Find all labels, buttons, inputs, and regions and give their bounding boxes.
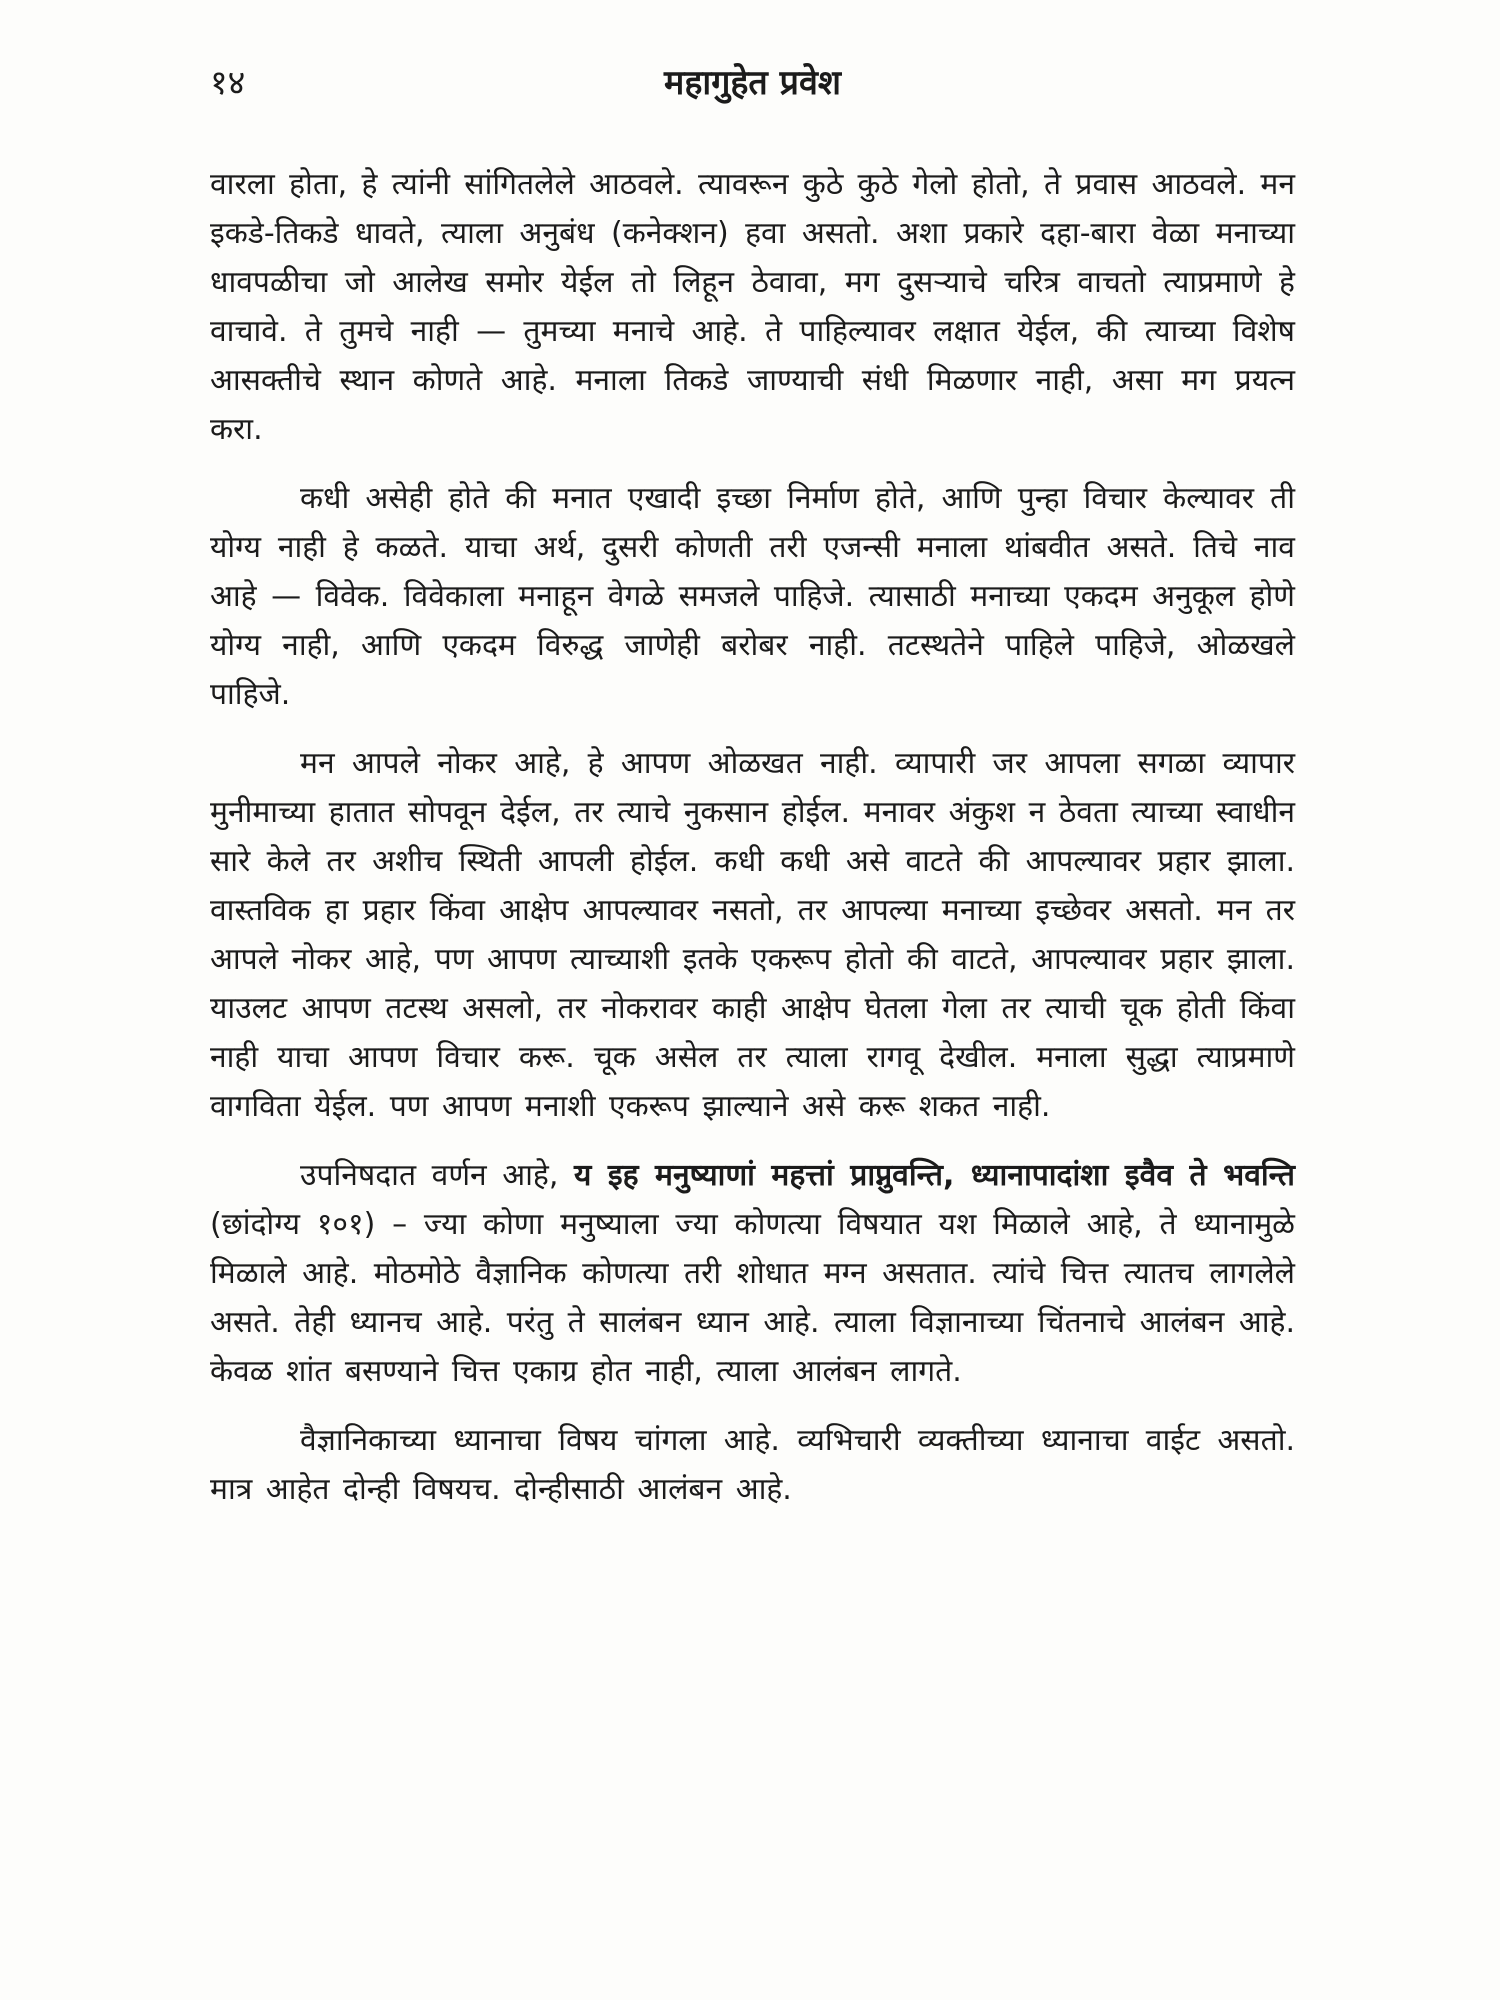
- paragraph-3: मन आपले नोकर आहे, हे आपण ओळखत नाही. व्यापारी जर आपला सगळा व्यापार मुनीमाच्या हातात सोपवून देईल, तर त्याचे नुकसान होईल. मनावर अंकुश न ठेवता त्याच्या स्वाधीन सारे केले तर अशीच स्थिती आपली होईल. कधी कधी असे वाटते की आपल्यावर प्रहार झाला. वास्तविक हा प्रहार किंवा आक्षेप आपल्यावर नसतो, तर आपल्या मनाच्या इच्छेवर असतो. मन तर आपले नोकर आहे, पण आपण त्याच्याशी इतके एकरूप होतो की वाटते, आपल्यावर प्रहार झाला. याउलट आपण तटस्थ असलो, तर नोकरावर काही आक्षेप घेतला गेला तर त्याची चूक होती किंवा नाही याचा आपण विचार करू. चूक असेल तर त्याला रागवू देखील. मनाला सुद्धा त्याप्रमाणे वागविता येईल. पण आपण मनाशी एकरूप झाल्याने असे करू शकत नाही.: [210, 746, 1295, 1124]
- running-head-title: महागुहेत प्रवेश: [664, 63, 841, 103]
- paragraph-4: [210, 1151, 1295, 1396]
- paragraph-2: कधी असेही होते की मनात एखादी इच्छा निर्माण होते, आणि पुन्हा विचार केल्यावर ती योग्य नाही हे कळते. याचा अर्थ, दुसरी कोणती तरी एजन्सी मनाला थांबवीत असते. तिचे नाव आहे — विवेक. विवेकाला मनाहून वेगळे समजले पाहिजे. त्यासाठी मनाच्या एकदम अनुकूल होणे योग्य नाही, आणि एकदम विरुद्ध जाणेही बरोबर नाही. तटस्थतेने पाहिले पाहिजे, ओळखले पाहिजे.: [210, 481, 1295, 712]
- body-text: [210, 160, 1295, 1534]
- paragraph-1: वारला होता, हे त्यांनी सांगितलेले आठवले. त्यावरून कुठे कुठे गेलो होतो, ते प्रवास आठवले. मन इकडे-तिकडे धावते, त्याला अनुबंध (कनेक्शन) हवा असतो. अशा प्रकारे दहा-बारा वेळा मनाच्या धावपळीचा जो आलेख समोर येईल तो लिहून ठेवावा, मग दुसऱ्याचे चरित्र वाचतो त्याप्रमाणे हे वाचावे. ते तुमचे नाही — तुमच्या मनाचे आहे. ते पाहिल्यावर लक्षात येईल, की त्याच्या विशेष आसक्तीचे स्थान कोणते आहे. मनाला तिकडे जाण्याची संधी मिळणार नाही, असा मग प्रयत्न करा.: [210, 167, 1295, 447]
- page-number: १४: [210, 63, 246, 103]
- paragraph-5: वैज्ञानिकाच्या ध्यानाचा विषय चांगला आहे. व्यभिचारी व्यक्तीच्या ध्यानाचा वाईट असतो. मात्र आहेत दोन्ही विषयच. दोन्हीसाठी आलंबन आहे.: [210, 1423, 1295, 1507]
- paragraph-4-lead: उपनिषदात वर्णन आहे,: [300, 1158, 574, 1193]
- upanishad-quote: य इह मनुष्याणां महत्तां प्राप्नुवन्ति, ध्यानापादांशा इवैव ते भवन्ति: [573, 1158, 1295, 1193]
- paragraph-4-text: (छांदोग्य १०१) – ज्या कोणा मनुष्याला ज्या कोणत्या विषयात यश मिळाले आहे, ते ध्यानामुळे मिळाले आहे. मोठमोठे वैज्ञानिक कोणत्या तरी शोधात मग्न असतात. त्यांचे चित्त त्यातच लागलेले असते. तेही ध्यानच आहे. परंतु ते सालंबन ध्यान आहे. त्याला विज्ञानाच्या चिंतनाचे आलंबन आहे. केवळ शांत बसण्याने चित्त एकाग्र होत नाही, त्याला आलंबन लागते.: [210, 1207, 1295, 1389]
- page-header: [210, 58, 1295, 118]
